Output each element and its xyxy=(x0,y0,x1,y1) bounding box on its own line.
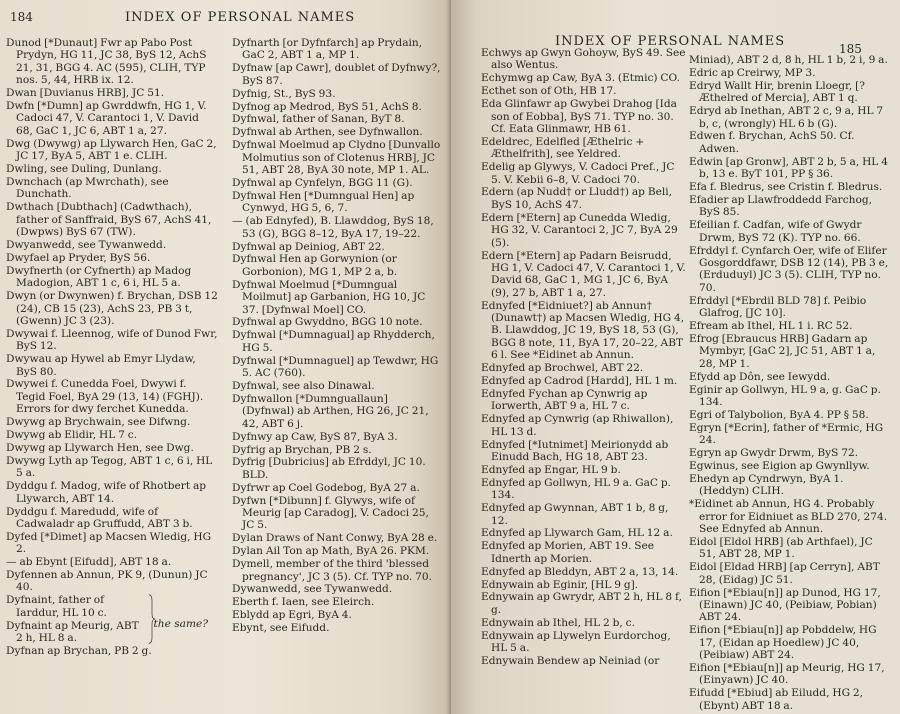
index-entry: Edric ap Creirwy, MP 3. xyxy=(689,66,816,79)
index-entry: Dyfnwal, father of Sanan, ByT 8. xyxy=(232,113,405,126)
index-entry: Dwthach [Dubthach] (Cadwthach), father of Sanffraid, ByS 67, AchS 41, (Dwpws) ByS 67 (TW). xyxy=(6,201,212,239)
index-entry: Dyfnwal Hen [*Dumngual Hen] ap Cynwyd, HG 5, 6, 7. xyxy=(232,189,415,215)
right-page xyxy=(451,0,900,714)
index-entry: Dwan [Duvianus HRB], JC 51. xyxy=(6,87,165,100)
index-entry: Echymwg ap Caw, ByA 3. (Etmic) CO. xyxy=(481,72,680,85)
index-entry: Ednyfed ap Engar, HL 9 b. xyxy=(481,463,621,476)
index-entry: Eidol [Eldad HRB] [ap Cerryn], ABT 28, (Eidag) JC 51. xyxy=(689,561,880,586)
index-entry: Dyfnaw [ap Cawr], doublet of Dyfnwy?, ByS 87. xyxy=(232,62,441,87)
index-entry: Edryd ab Inethan, ABT 2 c, 9 a, HL 7 b, c, (wrongly) HL 6 b (G). xyxy=(689,105,884,130)
index-entry: Dyfnaint, father of Iarddur, HL 10 c. xyxy=(6,594,107,619)
right-running-header: INDEX OF PERSONAL NAMES xyxy=(555,34,786,49)
index-entry: Dwywau ap Hywel ab Emyr Llydaw, ByS 80. xyxy=(6,353,196,378)
index-entry: Dyfrig ap Brychan, PB 2 s. xyxy=(232,443,372,456)
index-entry: Dunod [*Dunaut] Fwr ap Pabo Post Prydyn, HG 11, JC 38, ByS 12, AchS 21, 31, BGG 4. AC (595), CLIH, TYP nos. 5, 44, HRB ix. 12. xyxy=(6,37,207,87)
index-entry: Egri of Talybolion, ByA 4. PP § 58. xyxy=(689,408,869,421)
index-entry: Eifion [*Ebiau[n]] ap Pobddelw, HG 17, (Eidan ap Hoedlew) JC 40, (Peibiaw) ABT 24. xyxy=(689,624,877,662)
index-entry: Dwywg Lyth ap Tegog, ABT 1 c, 6 i, HL 5 a. xyxy=(6,454,213,480)
right-column-1 xyxy=(481,47,686,668)
index-entry: Eidol [Eldol HRB] (ab Arthfael), JC 51, ABT 28, MP 1. xyxy=(689,535,873,561)
index-entry: — ab Ebynt [Eifudd], ABT 18 a. xyxy=(6,556,172,569)
index-entry: Dwywei f. Cunedda Foel, Dwywi f. Tegid Foel, ByA 29 (13, 14) (FGHJ). Errors for dwy ferchet Kunedda. xyxy=(6,378,204,416)
index-entry: Dwfn [*Dumn] ap Gwrddwfn, HG 1, V. Cadoci 47, V. Carantoci 1, V. David 68, GaC 1, JC 6, ABT 1 a, 27. xyxy=(6,100,207,137)
index-entry: Ednyfed ap Brochwel, ABT 22. xyxy=(481,362,644,375)
index-entry: Ednyfed ap Cadrod [Hardd], HL 1 m. xyxy=(481,375,678,388)
index-entry: Dwywg ab Elidir, HL 7 c. xyxy=(6,429,138,442)
index-entry: Dyfnwal Hen ap Gorwynion (or Gorbonion), MG 1, MP 2 a, b. xyxy=(232,253,398,278)
bracketed-entries xyxy=(6,594,208,645)
index-entry: Dyfnwy ap Caw, ByS 87, ByA 3. xyxy=(232,430,398,443)
index-entry: Dyfnwal ab Arthen, see Dyfnwallon. xyxy=(232,126,423,139)
left-running-header: INDEX OF PERSONAL NAMES xyxy=(125,10,356,25)
index-entry: Eifion [*Ebiau[n]] ap Dunod, HG 17, (Einawn) JC 40, (Peibiaw, Pobian) ABT 24. xyxy=(689,586,881,624)
index-entry: Eifudd [*Ebiud] ab Eiludd, HG 2, (Ebynt) ABT 18 a. xyxy=(689,687,864,712)
index-entry: Dwywg ap Brychwain, see Difwng. xyxy=(6,416,191,429)
index-entry: Ednywain ap Gwrydr, ABT 2 h, HL 8 f, g. xyxy=(481,591,682,616)
index-entry: Dyfnwal ap Gwyddno, BGG 10 note. xyxy=(232,316,423,329)
index-entry: Miniad), ABT 2 d, 8 h, HL 1 b, 2 i, 9 a. xyxy=(689,54,888,66)
index-entry: Dyddgu f. Madog, wife of Rhotbert ap Llywarch, ABT 14. xyxy=(6,480,207,505)
index-entry: Ednyfed ap Gwynnan, ABT 1 b, 8 g, 12. xyxy=(481,502,669,527)
index-entry: Dyfnan ap Brychan, PB 2 g. xyxy=(6,645,152,657)
index-entry: Dwnchach (ap Mwrchath), see Dunchath. xyxy=(6,175,169,201)
index-entry: Dwg (Dwywg) ap Llywarch Hen, GaC 2, JC 17, ByA 5, ABT 1 e. CLIH. xyxy=(6,137,217,163)
index-entry: Dyfnwal Moelmud ap Clydno [Dunvallo Molmutius son of Clotenus HRB], JC 51, ABT 28, ByA 30 note, MP 1. AL. xyxy=(232,139,441,177)
index-entry: Dyfnwal ap Deiniog, ABT 22. xyxy=(232,240,385,253)
index-entry: Dwling, see Duling, Dunlang. xyxy=(6,163,162,176)
index-entry: Dyfwn [*Dibunn] f. Glywys, wife of Meurig [ap Caradog], V. Cadoci 25, JC 5. xyxy=(232,494,429,532)
index-entry: Ecthet son of Oth, HB 17. xyxy=(481,85,617,98)
index-entry: Echwys ap Gwyn Gohoyw, ByS 49. See also Wentus. xyxy=(481,47,686,72)
index-entry: Ednywain ap Llywelyn Eurdorchog, HL 5 a. xyxy=(481,629,671,655)
index-entry: Efrddyl f. Cynfarch Oer, wife of Elifer Gosgorddfawr, DSB 12 (14), PB 3 e, (Erduduyl) JC 3 (5). CLIH, TYP no. 70. xyxy=(689,244,889,294)
index-entry: Efeilian f. Cadfan, wife of Gwydr Drwm, ByS 72 (K). TYP no. 66. xyxy=(689,219,862,244)
index-entry: Eberth f. Iaen, see Eleirch. xyxy=(232,596,375,609)
index-entry: Efrog [Ebraucus HRB] Gadarn ap Mymbyr, [GaC 2], JC 51, ABT 1 a, 28, MP 1. xyxy=(689,332,876,370)
index-entry: Ednywain ab Eginir, [HL 9 g]. xyxy=(481,578,639,591)
index-entry: Ednywain Bendew ap Neiniad (or xyxy=(481,655,660,667)
index-entry: Ebynt, see Eifudd. xyxy=(232,622,330,635)
left-column-2 xyxy=(232,37,442,635)
index-entry: Ednyfed ap Morien, ABT 19. See Idnerth ap Morien. xyxy=(481,540,655,565)
index-entry: Dyddgu f. Maredudd, wife of Cadwaladr ap Gruffudd, ABT 3 b. xyxy=(6,505,193,530)
index-entry: Edern [*Etern] ap Cunedda Wledig, HG 32, V. Carantoci 2, JC 7, ByA 29 (5). xyxy=(481,211,678,249)
index-entry: Edern [*Etern] ap Padarn Beisrudd, HG 1, V. Cadoci 47, V. Carantoci 1, V. David 68, GaC 1, MG 1, JC 6, ByA (9), 27 b, ABT 1 a, 27. xyxy=(481,249,686,299)
index-entry: Eifion [*Ebiau[n]] ap Meurig, HG 17, (Einyawn) JC 40. xyxy=(689,662,885,687)
index-entry: Egwinus, see Eigion ap Gwynllyw. xyxy=(689,460,870,472)
index-entry: Eginir ap Gollwyn, HL 9 a, g. GaC p. 134. xyxy=(689,383,881,408)
index-entry: Dwyfnerth (or Cyfnerth) ap Madog Madogion, ABT 1 c, 6 i, HL 5 a. xyxy=(6,264,192,290)
index-entry: Ednyfed ap Gollwyn, HL 9 a. GaC p. 134. xyxy=(481,476,672,502)
index-entry: Efadier ap Llawfroddedd Farchog, ByS 85. xyxy=(689,193,873,219)
index-entry: Dyfnwal [*Dumnagual] ap Rhydderch, HG 5. xyxy=(232,329,435,354)
index-entry: Dwyanwedd, see Tywanwedd. xyxy=(6,239,167,251)
index-entry: Ednyfed ap Cynwrig (ap Rhiwallon), HL 13 d. xyxy=(481,413,674,438)
index-entry: Dwywai f. Lleennog, wife of Dunod Fwr, ByS 12. xyxy=(6,327,218,353)
index-entry: Efream ab Ithel, HL 1 i. RC 52. xyxy=(689,320,853,333)
index-entry: Edern (ap Nudd† or Lludd†) ap Beli, ByS 10, AchS 47. xyxy=(481,186,673,211)
left-column-1 xyxy=(6,37,218,658)
index-entry: Edwin [ap Gronw], ABT 2 b, 5 a, HL 4 b, 13 e. ByT 101, PP § 36. xyxy=(689,155,888,181)
index-entry: Dyfennen ab Annun, PK 9, (Dunun) JC 40. xyxy=(6,569,208,594)
index-entry: Dyfnwal [*Dumnaguel] ap Tewdwr, HG 5. AC (760). xyxy=(232,354,439,380)
index-entry: Edelig ap Glywys, V. Cadoci Pref., JC 5. V. Kebii 6–8, V. Cadoci 70. xyxy=(481,161,675,186)
index-entry: Eda Glinfawr ap Gwybei Drahog [Ida son of Eobba], ByS 71. TYP no. 30. Cf. Eata Glinmawr, HB 61. xyxy=(481,98,677,135)
index-entry: Dyfnwal ap Cynfelyn, BGG 11 (G). xyxy=(232,176,413,189)
index-entry: Dyfrwr ap Coel Godebog, ByA 27 a. xyxy=(232,481,420,494)
index-entry: Ehedyn ap Cyndrwyn, ByA 1. (Heddyn) CLIH. xyxy=(689,472,844,498)
index-entry: Dywanwedd, see Tywanwedd. xyxy=(232,583,393,596)
index-entry: Edwen f. Brychan, AchS 50. Cf. Adwen. xyxy=(689,130,855,155)
index-entry: Dwyn (or Dwynwen) f. Brychan, DSB 12 (24), CB 15 (23), AchS 23, PB 3 t, (Gwenn) JC 3 (23). xyxy=(6,290,218,327)
index-entry: Efydd ap Dôn, see Iewydd. xyxy=(689,370,831,383)
index-entry: Ednywain ab Ithel, HL 2 b, c. xyxy=(481,616,635,629)
index-entry: Dyfed [*Dimet] ap Macsen Wledig, HG 2. xyxy=(6,530,212,556)
index-entry: Dyfnarth [or Dyfnfarch] ap Prydain, GaC 2, ABT 1 a, MP 1. xyxy=(232,37,423,62)
index-entry: Ednyfed [*Iutnimet] Meirionydd ab Einudd Bach, HG 18, ABT 23. xyxy=(481,438,669,463)
index-entry: Dyfnwallon [*Dumnguallaun] (Dyfnwal) ab Arthen, HG 26, JC 21, 42, ABT 6 j. xyxy=(232,392,429,430)
index-entry: Dyfnig, St., ByS 93. xyxy=(232,87,336,100)
left-page-number: 184 xyxy=(10,10,33,24)
index-entry: — (ab Ednyfed), B. Llawddog, ByS 18, 53 (G), BGG 8–12, ByA 17, 19–22. xyxy=(232,215,434,240)
index-entry: Dylan Ail Ton ap Math, ByA 26. PKM. xyxy=(232,545,430,558)
index-entry: Edeldrec, Edelfled [Æthelric + Æthelfrith], see Yeldred. xyxy=(481,135,645,161)
index-entry: Dyfrig [Dubricius] ab Efrddyl, JC 10. BLD. xyxy=(232,456,426,481)
index-entry: Egryn ap Gwydr Drwm, ByS 72. xyxy=(689,447,859,460)
index-entry: Dyfnog ap Medrod, ByS 51, AchS 8. xyxy=(232,100,422,113)
index-entry: Dyfnwal, see also Dinawal. xyxy=(232,379,375,392)
index-entry: Ednyfed ap Bleddyn, ABT 2 a, 13, 14. xyxy=(481,565,679,578)
index-entry: Dylan Draws of Nant Conwy, ByA 28 e. xyxy=(232,532,438,545)
index-entry: Dymell, member of the third 'blessed pregnancy', JC 3 (5). Cf. TYP no. 70. xyxy=(232,558,433,583)
index-entry: Ednyfed Fychan ap Cynwrig ap Iorwerth, ABT 9 a, HL 7 c. xyxy=(481,387,648,413)
right-column-2 xyxy=(689,54,889,713)
index-entry: *Eidinet ab Annun, HG 4. Probably error for Eidniuet as BLD 270, 274. See Ednyfed ab Annun. xyxy=(689,498,888,536)
index-entry: Eblydd ap Egri, ByA 4. xyxy=(232,609,352,622)
index-entry: Edryd Wallt Hir, brenin Lloegr, [?Æthelred of Mercia], ABT 1 q. xyxy=(689,79,865,105)
index-entry: Dwyfael ap Pryder, ByS 56. xyxy=(6,251,151,264)
index-entry: Efrddyl [*Ebrdil BLD 78] f. Peibio Glafrog, [JC 10]. xyxy=(689,294,867,320)
index-entry: Efa f. Bledrus, see Cristin f. Bledrus. xyxy=(689,181,883,194)
index-entry: Ednyfed ap Llywarch Gam, HL 12 a. xyxy=(481,527,673,540)
bracket-note: the same? xyxy=(153,618,208,631)
index-entry: Dwywg ap Llywarch Hen, see Dwg. xyxy=(6,442,194,454)
index-entry: Dyfnaint ap Meurig, ABT 2 h, HL 8 a. xyxy=(6,619,139,645)
index-entry: Dyfnwal Moelmud [*Dumngual Moilmut] ap Garbanion, HG 10, JC 37. [Dyfnwal Moel] CO. xyxy=(232,278,426,316)
right-page-number: 185 xyxy=(839,42,862,56)
index-entry: Egryn [*Ecrin], father of *Ermic, HG 24. xyxy=(689,421,884,447)
index-entry: Ednyfed [*Eidniuet?] ab Annun† (Dunawt†) ap Macsen Wledig, HG 4, B. Llawddog, JC 19, ByS 18, 53 (G), BGG 8 note, 11, ByA 17, 20–22, ABT 6 l. See *Eidinet ab Annun. xyxy=(481,299,685,362)
